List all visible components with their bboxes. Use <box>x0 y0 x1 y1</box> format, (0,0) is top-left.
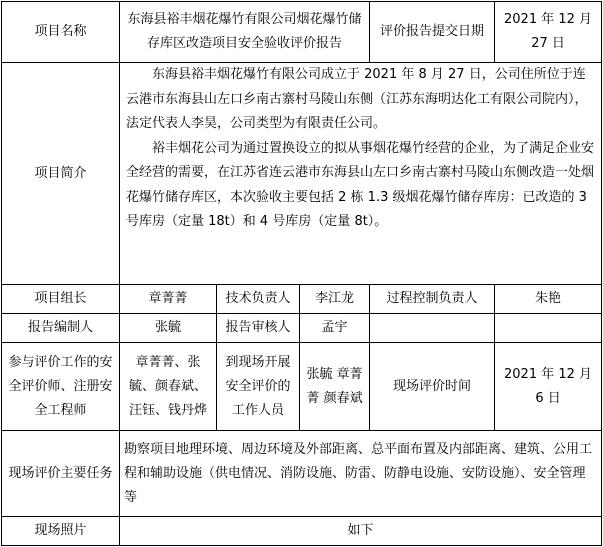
main-tasks-label: 现场评价主要任务 <box>2 431 120 517</box>
report-author-value: 张毓 <box>120 314 217 343</box>
project-name-label: 项目名称 <box>2 2 120 63</box>
row-evaluators <box>2 343 602 431</box>
leader-value: 章菁菁 <box>120 285 217 314</box>
tech-lead-value: 李江龙 <box>300 285 370 314</box>
submit-date-value: 2021 年 12 月 27 日 <box>495 2 602 63</box>
process-control-label: 过程控制负责人 <box>370 285 495 314</box>
empty-cell-1 <box>370 314 495 343</box>
evaluation-info-table <box>1 1 602 546</box>
empty-cell-2 <box>495 314 602 343</box>
project-summary-label: 项目简介 <box>2 63 120 285</box>
row-photos <box>2 517 602 546</box>
onsite-staff-label: 到现场开展安全评价的工作人员 <box>217 343 300 431</box>
project-name-value: 东海县裕丰烟花爆竹有限公司烟花爆竹储存库区改造项目安全验收评价报告 <box>120 2 370 63</box>
row-project-summary <box>2 63 602 285</box>
report-reviewer-value: 孟宇 <box>300 314 370 343</box>
process-control-value: 朱艳 <box>495 285 602 314</box>
project-summary-para-1: 东海县裕丰烟花爆竹有限公司成立于 2021 年 8 月 27 日，公司住所位于连云港市东海县山左口乡南古寨村马陵山东侧（江苏东海明达化工有限公司院内），法定代表人李昊，公司类型为有限责任公司。 <box>126 67 588 131</box>
row-team <box>2 285 602 314</box>
tech-lead-label: 技术负责人 <box>217 285 300 314</box>
row-project-name <box>2 2 602 63</box>
site-photos-label: 现场照片 <box>2 517 120 546</box>
onsite-time-label: 现场评价时间 <box>370 343 495 431</box>
row-main-tasks <box>2 431 602 517</box>
project-summary-para-2: 裕丰烟花公司为通过置换设立的拟从事烟花爆竹经营的企业，为了满足企业安全经营的需要，在江苏省连云港市东海县山左口乡南古寨村马陵山东侧改造一处烟花爆竹储存库区，本次验收主要包括 2 栋 1.3 级烟花爆竹储存库房：已改造的 3 号库房（定量 18t）和 4 号库房（定量 8t）。 <box>126 140 595 229</box>
row-report-staff <box>2 314 602 343</box>
report-author-label: 报告编制人 <box>2 314 120 343</box>
report-reviewer-label: 报告审核人 <box>217 314 300 343</box>
main-tasks-value: 勘察项目地理环境、周边环境及外部距离、总平面布置及内部距离、建筑、公用工程和辅助设施（供电情况、消防设施、防雷、防静电设施、安防设施）、安全管理等 <box>120 431 602 517</box>
evaluators-value: 章菁菁、张毓、颜春斌、汪钰、钱丹烨 <box>120 343 217 431</box>
leader-label: 项目组长 <box>2 285 120 314</box>
project-summary-content <box>120 63 602 285</box>
submit-date-label: 评价报告提交日期 <box>370 2 495 63</box>
onsite-time-value: 2021 年 12 月 6 日 <box>495 343 602 431</box>
site-photos-value: 如下 <box>120 517 602 546</box>
onsite-staff-value: 张毓 章菁菁 颜春斌 <box>300 343 370 431</box>
evaluators-label: 参与评价工作的安全评价师、注册安全工程师 <box>2 343 120 431</box>
